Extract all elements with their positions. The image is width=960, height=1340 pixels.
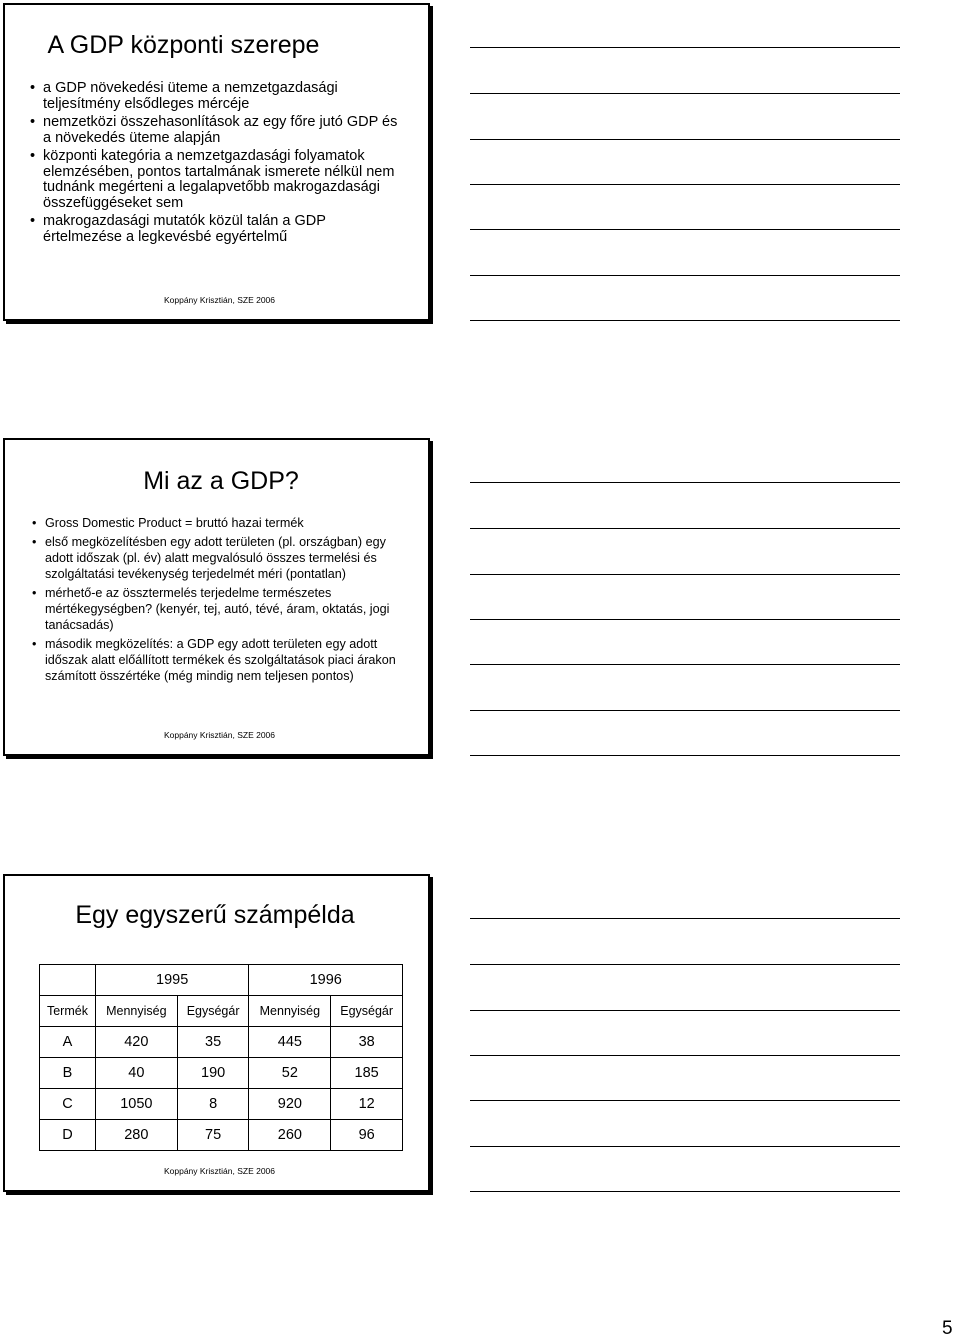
bullet-list xyxy=(30,81,405,245)
column-header-row xyxy=(40,996,403,1027)
column-header: Egységár xyxy=(177,996,249,1027)
table-cell: 8 xyxy=(177,1089,249,1120)
note-line xyxy=(470,574,900,575)
table-cell: 38 xyxy=(331,1027,403,1058)
slide-3 xyxy=(3,874,430,1192)
year-header: 1995 xyxy=(95,965,249,996)
note-line xyxy=(470,619,900,620)
note-line xyxy=(470,482,900,483)
table-row xyxy=(40,1027,403,1058)
table-cell: 1050 xyxy=(95,1089,177,1120)
slide-title: Mi az a GDP? xyxy=(143,467,299,495)
table-cell: B xyxy=(40,1058,96,1089)
note-line xyxy=(470,964,900,965)
table-cell: 420 xyxy=(95,1027,177,1058)
slide-title: Egy egyszerű számpélda xyxy=(75,901,355,929)
bullet-item: • a GDP növekedési üteme a nemzetgazdasági teljesítmény elsődleges mércéje xyxy=(30,81,405,112)
table-cell: 40 xyxy=(95,1058,177,1089)
table-row xyxy=(40,1120,403,1151)
table-cell: A xyxy=(40,1027,96,1058)
column-header: Mennyiség xyxy=(95,996,177,1027)
bullet-item: • második megközelítés: a GDP egy adott területen egy adott időszak alatt előállított termékek és szolgáltatások piaci árakon számított összértéke (még mindig nem teljesen pontos) xyxy=(32,636,417,684)
bullet-item: • első megközelítésben egy adott területen (pl. országban) egy adott időszak (pl. év) alatt megvalósuló összes termelési és szolgáltatási tevékenység terjedelmét méri (pontatlan) xyxy=(32,534,417,582)
year-header-row xyxy=(40,965,403,996)
table-cell xyxy=(40,965,96,996)
note-line xyxy=(470,93,900,94)
table-row xyxy=(40,1058,403,1089)
table-row xyxy=(40,1089,403,1120)
bullet-item: • Gross Domestic Product = bruttó hazai termék xyxy=(32,515,417,531)
table-cell: 52 xyxy=(249,1058,331,1089)
slide-footer: Koppány Krisztián, SZE 2006 xyxy=(163,730,276,740)
note-line xyxy=(470,320,900,321)
slide-footer: Koppány Krisztián, SZE 2006 xyxy=(163,295,276,305)
bullet-item: • központi kategória a nemzetgazdasági folyamatok elemzésében, pontos tartalmának ismerete nélkül nem tudnánk megérteni a legalapvetőbb makrogazdasági összefüggéseket sem xyxy=(30,149,405,211)
note-line xyxy=(470,139,900,140)
note-line xyxy=(470,1100,900,1101)
note-line xyxy=(470,664,900,665)
column-header: Termék xyxy=(40,996,96,1027)
table-cell: 280 xyxy=(95,1120,177,1151)
note-line xyxy=(470,47,900,48)
year-header: 1996 xyxy=(249,965,403,996)
note-line xyxy=(470,1010,900,1011)
table-cell: 96 xyxy=(331,1120,403,1151)
bullet-list xyxy=(32,515,417,684)
column-header: Mennyiség xyxy=(249,996,331,1027)
slide-title: A GDP központi szerepe xyxy=(47,31,320,59)
note-line xyxy=(470,184,900,185)
bullet-item: • makrogazdasági mutatók közül talán a GDP értelmezése a legkevésbé egyértelmű xyxy=(30,214,405,245)
table-cell: 35 xyxy=(177,1027,249,1058)
slide-footer: Koppány Krisztián, SZE 2006 xyxy=(163,1166,276,1176)
table-cell: 12 xyxy=(331,1089,403,1120)
slide-1 xyxy=(3,3,430,321)
table-cell: 445 xyxy=(249,1027,331,1058)
page-number: 5 xyxy=(942,1318,953,1339)
note-line xyxy=(470,710,900,711)
column-header: Egységár xyxy=(331,996,403,1027)
slide-2 xyxy=(3,438,430,756)
note-line xyxy=(470,229,900,230)
table-cell: D xyxy=(40,1120,96,1151)
example-table xyxy=(39,964,403,1151)
note-line xyxy=(470,918,900,919)
table-cell: 190 xyxy=(177,1058,249,1089)
table-cell: 75 xyxy=(177,1120,249,1151)
note-line xyxy=(470,1055,900,1056)
note-line xyxy=(470,755,900,756)
note-line xyxy=(470,1146,900,1147)
note-line xyxy=(470,275,900,276)
bullet-item: • nemzetközi összehasonlítások az egy főre jutó GDP és a növekedés üteme alapján xyxy=(30,115,405,146)
table-cell: 260 xyxy=(249,1120,331,1151)
table-cell: C xyxy=(40,1089,96,1120)
table-cell: 920 xyxy=(249,1089,331,1120)
bullet-item: • mérhető-e az össztermelés terjedelme természetes mértékegységben? (kenyér, tej, autó, tévé, áram, oktatás, jogi tanácsadás) xyxy=(32,585,417,633)
note-line xyxy=(470,528,900,529)
note-line xyxy=(470,1191,900,1192)
table-cell: 185 xyxy=(331,1058,403,1089)
